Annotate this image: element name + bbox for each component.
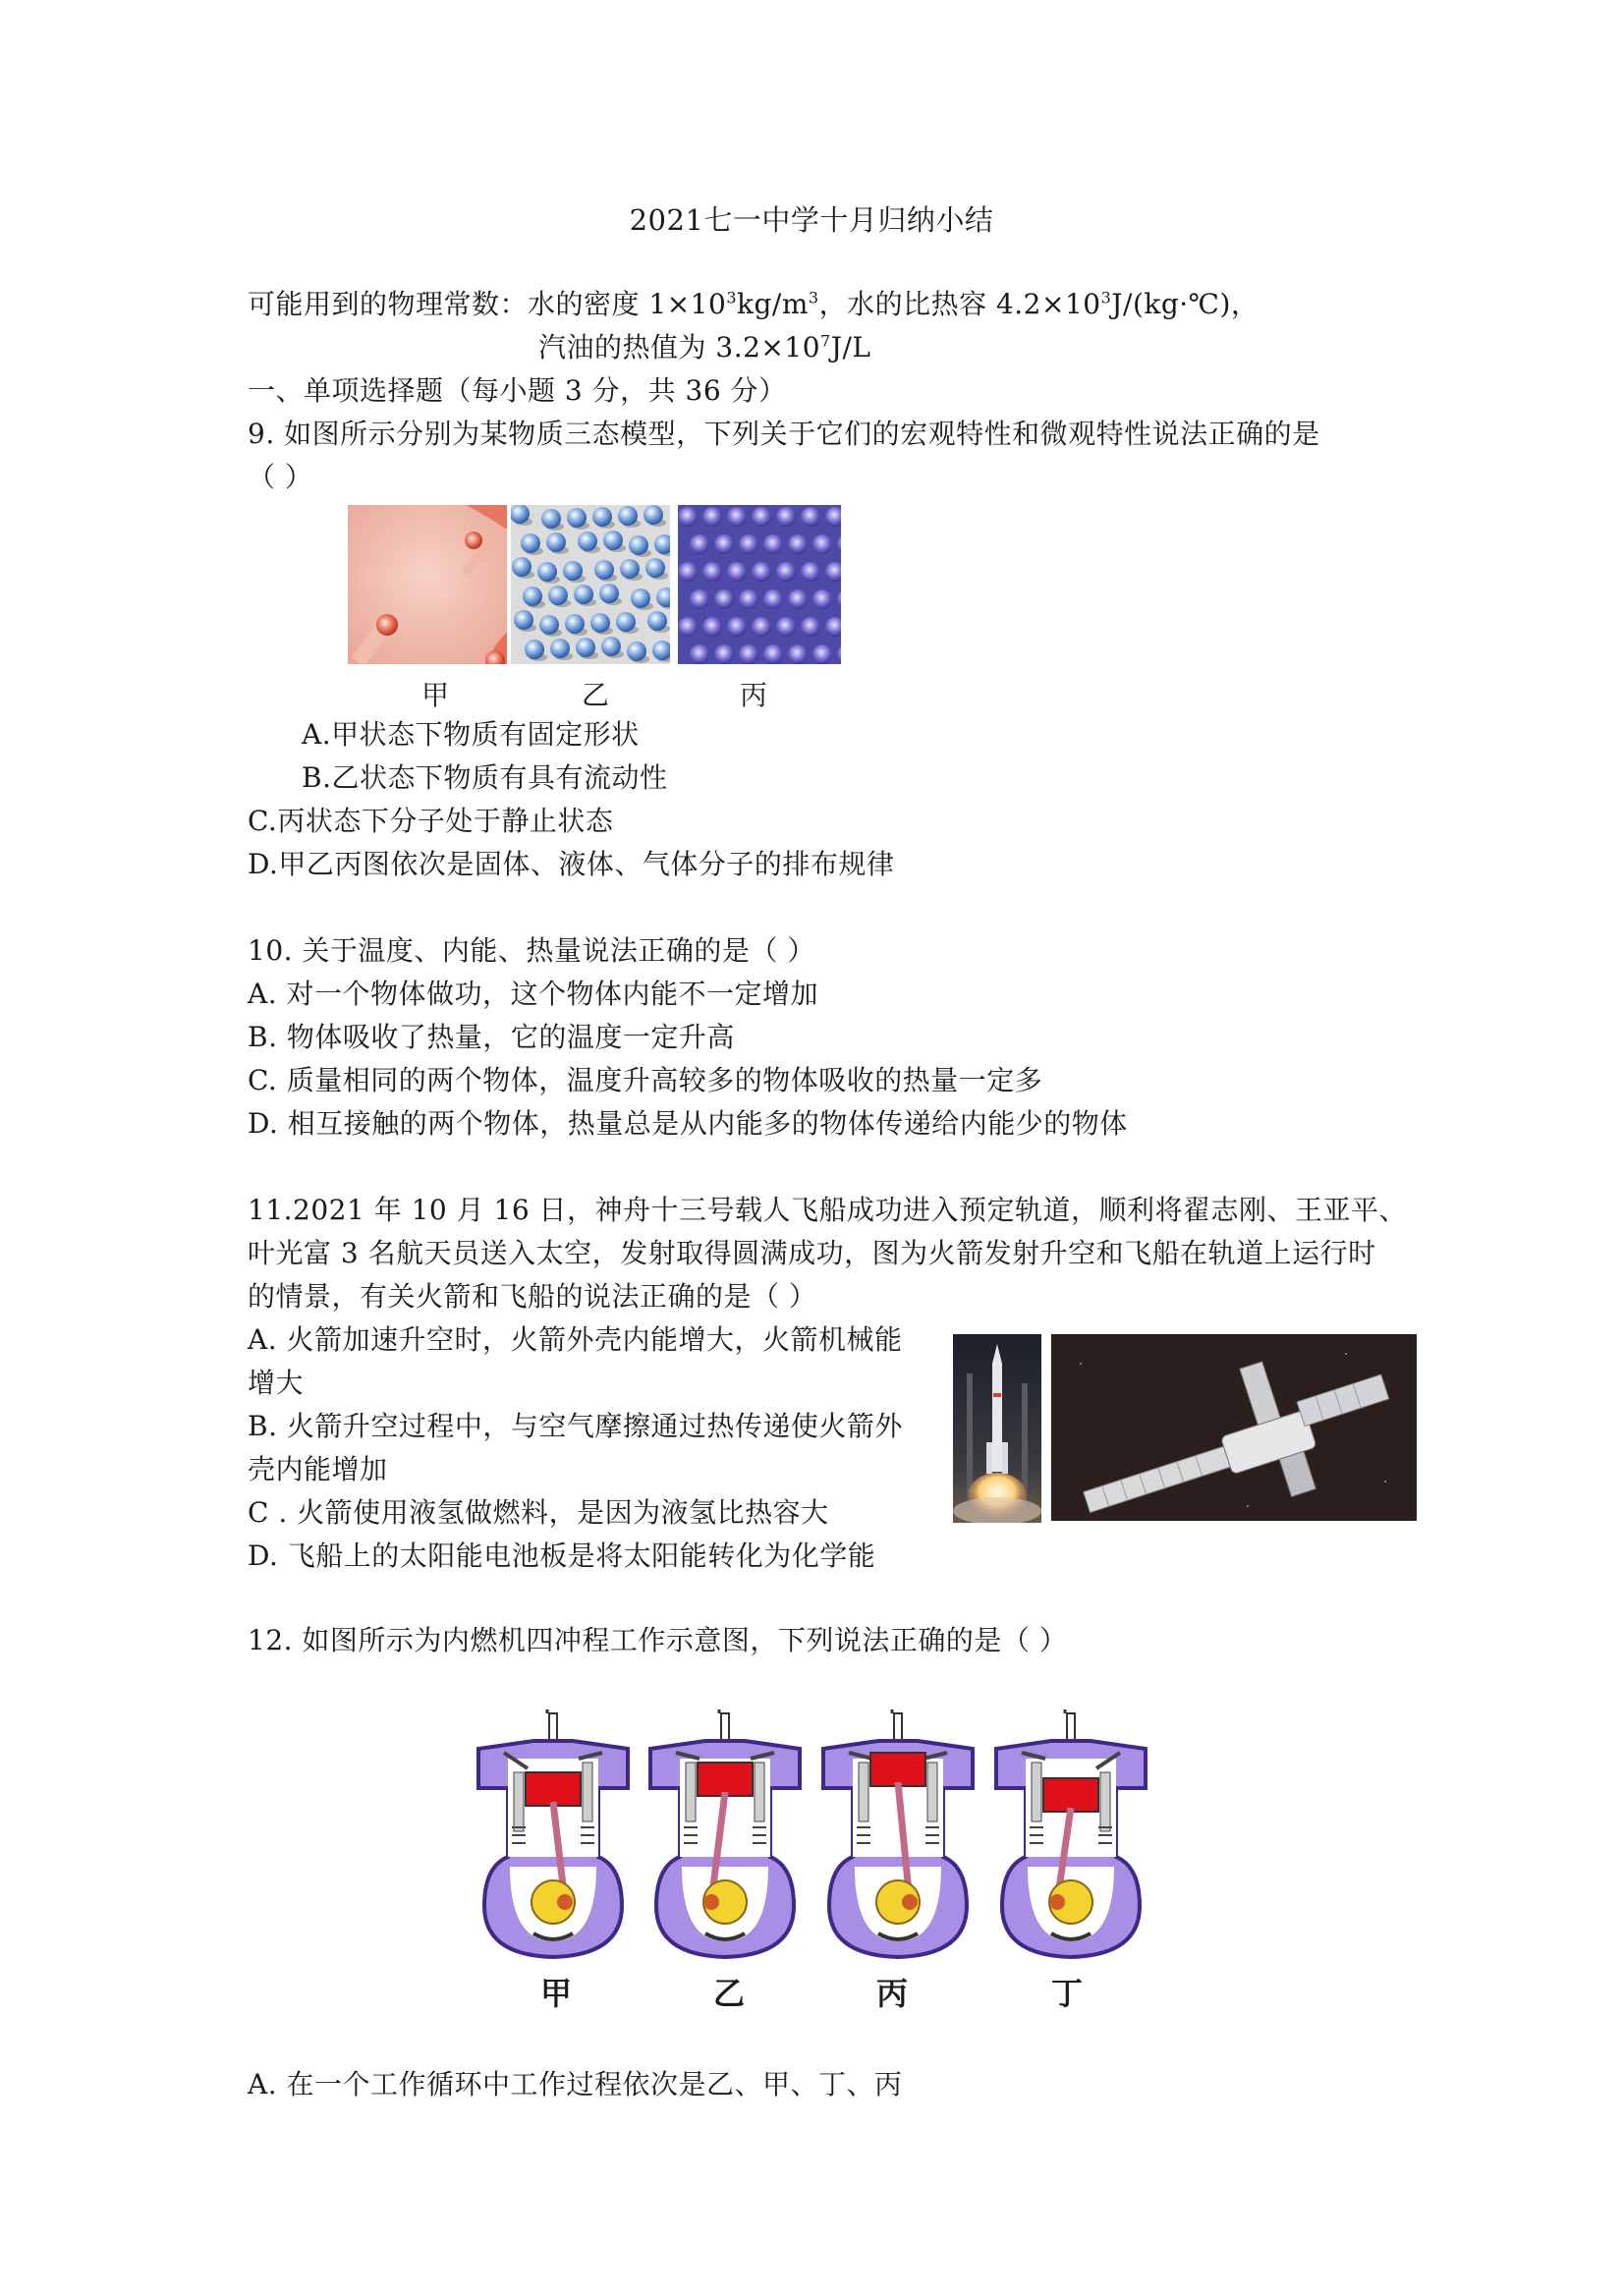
liquid-particle <box>629 535 648 555</box>
question-11-option-d: D. 飞船上的太阳能电池板是将太阳能转化为化学能 <box>248 1540 876 1572</box>
question-11-stem-line-1: 11.2021 年 10 月 16 日，神舟十三号载人飞船成功进入预定轨道，顺利将翟志刚、王亚平、 <box>248 1194 1408 1226</box>
engine-stroke-diagram <box>992 1709 1149 1965</box>
constants-text: ，水的比热容 4.2×10 <box>818 288 1101 320</box>
question-9-option-b: B.乙状态下物质有具有流动性 <box>302 761 668 794</box>
liquid-particle <box>537 562 557 582</box>
question-10-option-b: B. 物体吸收了热量，它的温度一定升高 <box>248 1021 735 1053</box>
question-9-option-d: D.甲乙丙图依次是固体、液体、气体分子的排布规律 <box>248 848 895 880</box>
space-station-image <box>1051 1334 1417 1521</box>
question-10-option-a: A. 对一个物体做功，这个物体内能不一定增加 <box>248 978 819 1010</box>
liquid-particle <box>601 637 621 656</box>
question-11-option-a-cont: 增大 <box>248 1367 305 1399</box>
question-10-stem: 10. 关于温度、内能、热量说法正确的是（ ） <box>248 934 815 967</box>
question-12-option-a: A. 在一个工作循环中工作过程依次是乙、甲、丁、丙 <box>248 2068 903 2100</box>
superscript: 3 <box>808 288 819 308</box>
solid-particle <box>788 644 808 664</box>
constants-text: J/(kg·℃)， <box>1111 288 1259 320</box>
liquid-particle <box>541 509 561 529</box>
question-11-option-a: A. 火箭加速升空时，火箭外壳内能增大，火箭机械能 <box>248 1323 903 1356</box>
solid-particle <box>752 562 771 582</box>
liquid-particle <box>603 531 623 550</box>
solid-particle <box>763 534 783 554</box>
solid-particle <box>714 534 734 554</box>
solid-particle <box>812 644 832 664</box>
superscript: 7 <box>820 331 831 351</box>
superscript: 3 <box>726 288 737 308</box>
liquid-particle <box>620 559 640 579</box>
figure-label-jia: 甲 <box>420 679 449 711</box>
solid-particle <box>752 617 771 637</box>
gas-state-image <box>348 505 507 664</box>
liquid-particle <box>512 557 532 577</box>
question-9-option-a: A.甲状态下物质有固定形状 <box>302 718 640 751</box>
liquid-particle <box>563 561 583 581</box>
solid-particle <box>690 644 709 664</box>
solid-particle <box>702 617 722 637</box>
liquid-particle <box>594 560 614 580</box>
solid-particle <box>727 617 747 637</box>
solid-particle <box>678 562 698 582</box>
rocket-launch-image <box>953 1334 1041 1523</box>
solid-particle <box>714 644 734 664</box>
liquid-particle <box>618 506 638 526</box>
solid-particle <box>763 644 783 664</box>
solid-particle <box>739 644 758 664</box>
constants-text: 可能用到的物理常数：水的密度 1×10 <box>248 288 727 320</box>
solid-particle <box>739 589 758 609</box>
liquid-particle <box>592 507 612 527</box>
solid-particle <box>776 617 796 637</box>
liquid-particle <box>546 532 566 552</box>
constants-text: 汽油的热值为 3.2×10 <box>538 331 821 364</box>
question-12-stem: 12. 如图所示为内燃机四冲程工作示意图，下列说法正确的是（ ） <box>248 1624 1068 1656</box>
solid-particle <box>702 507 722 527</box>
liquid-particle <box>627 642 646 661</box>
solid-particle <box>776 562 796 582</box>
solid-particle <box>678 617 698 637</box>
engine-stroke-diagram <box>819 1709 977 1965</box>
solid-particle <box>727 562 747 582</box>
question-10-option-c: C. 质量相同的两个物体，温度升高较多的物体吸收的热量一定多 <box>248 1064 1043 1096</box>
solid-particle <box>801 507 820 527</box>
liquid-particle <box>574 585 593 604</box>
liquid-particle <box>525 640 544 659</box>
liquid-particle <box>645 558 665 578</box>
engine-stroke-diagram <box>475 1709 632 1965</box>
question-9-option-c: C.丙状态下分子处于静止状态 <box>248 805 614 837</box>
solid-particle <box>727 507 747 527</box>
constants-text: kg/m <box>737 288 809 320</box>
liquid-particle <box>567 508 587 528</box>
question-9-stem: 9. 如图所示分别为某物质三态模型，下列关于它们的宏观特性和微观特性说法正确的是 <box>248 418 1320 450</box>
liquid-particle <box>616 612 636 632</box>
question-11-stem-line-2: 叶光富 3 名航天员送入太空，发射取得圆满成功，图为火箭发射升空和飞船在轨道上运行时 <box>248 1237 1376 1269</box>
section-heading: 一、单项选择题（每小题 3 分，共 36 分） <box>248 374 787 407</box>
page-title: 2021七一中学十月归纳小结 <box>629 203 994 237</box>
liquid-particle <box>514 610 533 630</box>
liquid-particle <box>539 615 559 635</box>
question-11-stem-line-3: 的情景，有关火箭和飞船的说法正确的是（ ） <box>248 1280 817 1313</box>
figure-label-yi: 乙 <box>581 679 609 711</box>
liquid-particle <box>523 587 542 606</box>
liquid-particle <box>644 505 663 525</box>
solid-particle <box>801 562 820 582</box>
question-11-option-b: B. 火箭升空过程中，与空气摩擦通过热传递使火箭外 <box>248 1410 903 1442</box>
solid-particle <box>812 534 832 554</box>
engine-label-jia: 甲 <box>539 1975 572 2012</box>
liquid-state-image <box>511 505 670 664</box>
solid-particle <box>788 589 808 609</box>
liquid-particle <box>550 639 570 658</box>
engine-stroke-diagram <box>646 1709 804 1965</box>
engine-label-yi: 乙 <box>712 1975 745 2012</box>
solid-particle <box>763 589 783 609</box>
constants-line-1 <box>248 287 1259 322</box>
figure-label-bing: 丙 <box>739 679 767 711</box>
question-10-option-d: D. 相互接触的两个物体，热量总是从内能多的物体传递给内能少的物体 <box>248 1107 1128 1140</box>
solid-particle <box>690 589 709 609</box>
question-11-option-c: C . 火箭使用液氢做燃料，是因为液氢比热容大 <box>248 1496 829 1529</box>
superscript: 3 <box>1100 288 1112 308</box>
solid-particle <box>739 534 758 554</box>
liquid-particle <box>599 584 619 603</box>
solid-particle <box>702 562 722 582</box>
solid-particle <box>714 589 734 609</box>
liquid-particle <box>565 614 585 634</box>
solid-particle <box>752 507 771 527</box>
solid-particle <box>678 507 698 527</box>
liquid-particle <box>521 533 540 553</box>
liquid-particle <box>631 588 650 608</box>
liquid-particle <box>647 611 667 631</box>
solid-particle <box>776 507 796 527</box>
liquid-particle <box>590 613 610 633</box>
solid-particle <box>801 617 820 637</box>
liquid-particle <box>578 532 597 551</box>
question-11-option-b-cont: 壳内能增加 <box>248 1453 388 1485</box>
constants-line-2 <box>538 330 870 365</box>
engine-label-bing: 丙 <box>875 1975 908 2012</box>
solid-particle <box>788 534 808 554</box>
solid-state-image <box>678 505 841 664</box>
solid-particle <box>812 589 832 609</box>
liquid-particle <box>548 586 568 605</box>
liquid-particle <box>576 638 595 657</box>
constants-text: J/L <box>830 331 871 364</box>
solid-particle <box>690 534 709 554</box>
question-9-answer-blank: （ ） <box>248 461 313 493</box>
engine-label-ding: 丁 <box>1050 1975 1083 2012</box>
